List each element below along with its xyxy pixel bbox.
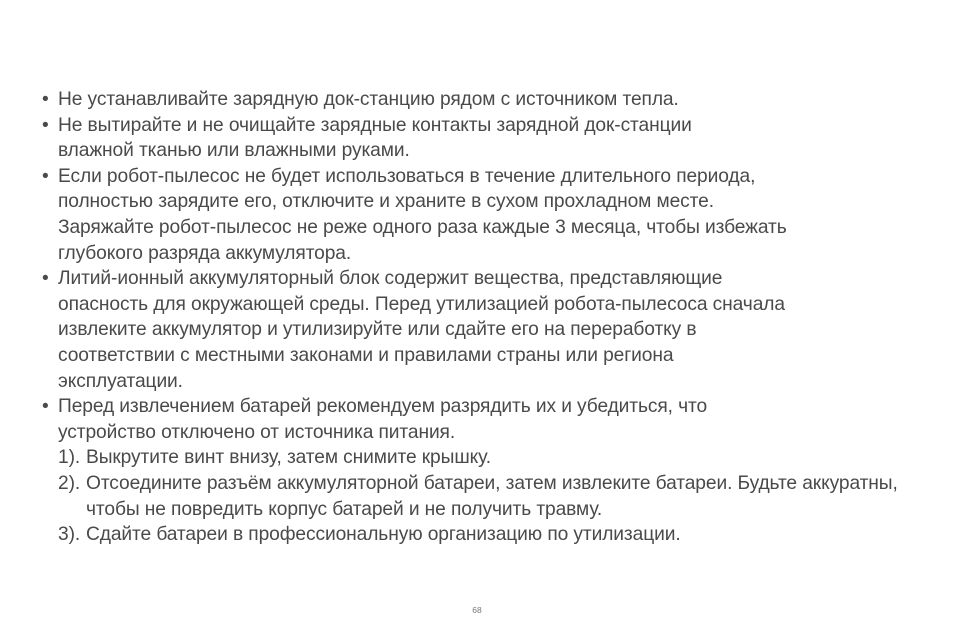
bullet-dot: • bbox=[42, 89, 49, 110]
bullet-line: Не вытирайте и не очищайте зарядные контакты зарядной док-станции bbox=[58, 114, 692, 136]
step-item bbox=[42, 522, 922, 548]
bullet-dot: • bbox=[42, 396, 49, 418]
bullet-line: Перед извлечением батарей рекомендуем разрядить их и убедиться, что bbox=[58, 396, 708, 418]
bullet-line: влажной тканью или влажными руками. bbox=[58, 140, 410, 162]
bullet-line: эксплуатации. bbox=[58, 370, 183, 392]
bullet-item bbox=[42, 394, 922, 445]
bullet-dot: • bbox=[42, 114, 49, 136]
bullet-line: Заряжайте робот-пылесос не реже одного раза каждые 3 месяца, чтобы избежать bbox=[58, 216, 787, 238]
bullet-item bbox=[42, 113, 922, 164]
bullet-line: глубокого разряда аккумулятора. bbox=[58, 242, 352, 264]
bullet-line: Если робот-пылесос не будет использоваться в течение длительного периода, bbox=[58, 165, 756, 187]
bullet-line: опасность для окружающей среды. Перед утилизацией робота-пылесоса сначала bbox=[58, 293, 785, 315]
step-line: аккуратны, чтобы не повредить корпус батарей и не получить травму. bbox=[86, 472, 898, 520]
step-number: 2). bbox=[58, 472, 81, 494]
step-number: 1). bbox=[58, 447, 81, 469]
instructions-text bbox=[42, 87, 922, 548]
bullet-line: соответствии с местными законами и правилами страны или региона bbox=[58, 344, 674, 366]
step-item bbox=[42, 471, 922, 522]
bullet-dot: • bbox=[42, 165, 49, 187]
bullet-item bbox=[42, 87, 922, 113]
step-line: Сдайте батареи в профессиональную организацию по утилизации. bbox=[86, 524, 681, 546]
bullet-line: Не устанавливайте зарядную док-станцию рядом с источником тепла. bbox=[58, 89, 679, 110]
bullet-item bbox=[42, 164, 922, 266]
bullet-line: Литий-ионный аккумуляторный блок содержит вещества, представляющие bbox=[58, 268, 723, 290]
bullet-line: извлеките аккумулятор и утилизируйте или сдайте его на переработку в bbox=[58, 319, 697, 341]
step-line: Выкрутите винт внизу, затем снимите крышку. bbox=[86, 447, 491, 469]
bullet-dot: • bbox=[42, 268, 49, 290]
bullet-item bbox=[42, 266, 922, 394]
step-item bbox=[42, 445, 922, 471]
page-number: 68 bbox=[472, 605, 482, 615]
bullet-line: устройство отключено от источника питания. bbox=[58, 421, 456, 443]
step-number: 3). bbox=[58, 524, 81, 546]
step-line: Отсоедините разъём аккумуляторной батареи, затем извлеките батареи. Будьте bbox=[86, 472, 797, 494]
bullet-line: полностью зарядите его, отключите и храните в сухом прохладном месте. bbox=[58, 191, 714, 213]
